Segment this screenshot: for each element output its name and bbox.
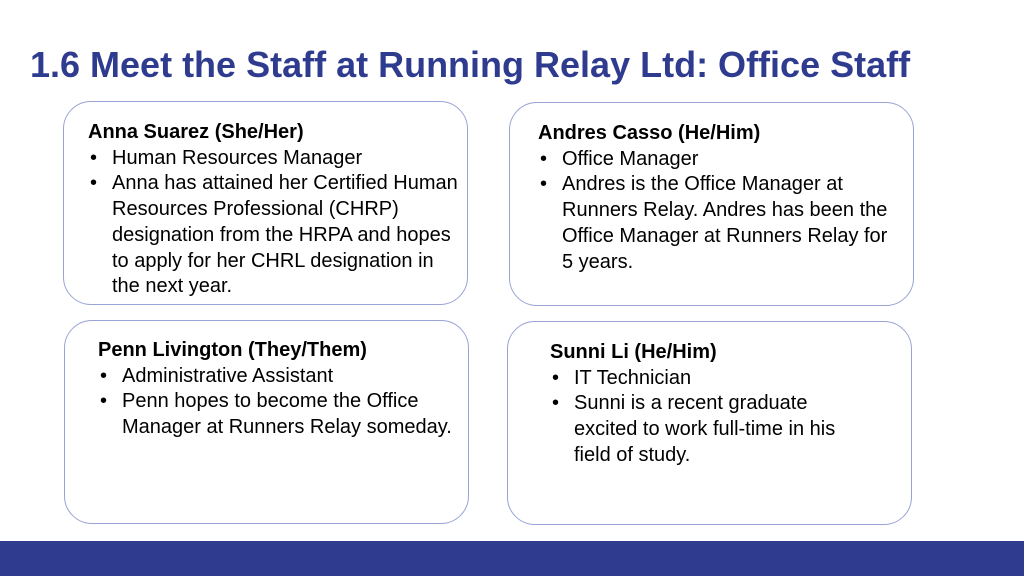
- staff-role-item: [550, 366, 870, 392]
- staff-name: Penn Livington (They/Them): [98, 339, 367, 361]
- staff-role: IT Technician: [574, 366, 692, 389]
- staff-bio: Penn hopes to become the Office Manager at Runners Relay someday.: [122, 390, 452, 439]
- staff-details-list: [88, 146, 460, 300]
- staff-bio-item: [98, 389, 458, 440]
- bullet-icon: •: [90, 172, 98, 195]
- bullet-icon: •: [540, 147, 548, 170]
- staff-card-sunni-li: [507, 321, 912, 525]
- staff-bio: Andres is the Office Manager at Runners Relay. Andres has been the Office Manager at Runners Relay for 5 years.: [562, 173, 888, 273]
- staff-name: Sunni Li (He/Him): [550, 341, 717, 363]
- staff-role: Administrative Assistant: [122, 364, 334, 387]
- slide-title: 1.6 Meet the Staff at Running Relay Ltd: Office Staff: [30, 44, 911, 85]
- staff-role: Office Manager: [562, 147, 699, 170]
- staff-details-list: [98, 364, 458, 441]
- bullet-icon: •: [90, 146, 98, 169]
- staff-bio-item: [538, 172, 890, 275]
- staff-card-andres-casso: [509, 102, 914, 306]
- staff-bio: Sunni is a recent graduate excited to work full-time in his field of study.: [574, 392, 836, 466]
- staff-card-penn-livington: [64, 320, 469, 524]
- bullet-icon: •: [540, 173, 548, 196]
- staff-role-item: [538, 147, 890, 173]
- staff-name: Anna Suarez (She/Her): [88, 121, 304, 143]
- footer-bar: [0, 541, 1024, 576]
- staff-bio: Anna has attained her Certified Human Resources Professional (CHRP) designation from the HRPA and hopes to apply for her CHRL designation in the next year.: [112, 172, 458, 298]
- staff-role: Human Resources Manager: [112, 146, 363, 169]
- bullet-icon: •: [552, 366, 560, 389]
- staff-card-anna-suarez: [63, 101, 468, 305]
- staff-bio-item: [88, 171, 460, 300]
- staff-role-item: [88, 146, 460, 172]
- bullet-icon: •: [100, 390, 108, 413]
- staff-details-list: [550, 366, 870, 469]
- bullet-icon: •: [552, 392, 560, 415]
- bullet-icon: •: [100, 364, 108, 387]
- staff-bio-item: [550, 391, 870, 468]
- staff-role-item: [98, 364, 458, 390]
- staff-name: Andres Casso (He/Him): [538, 122, 761, 144]
- staff-details-list: [538, 147, 890, 276]
